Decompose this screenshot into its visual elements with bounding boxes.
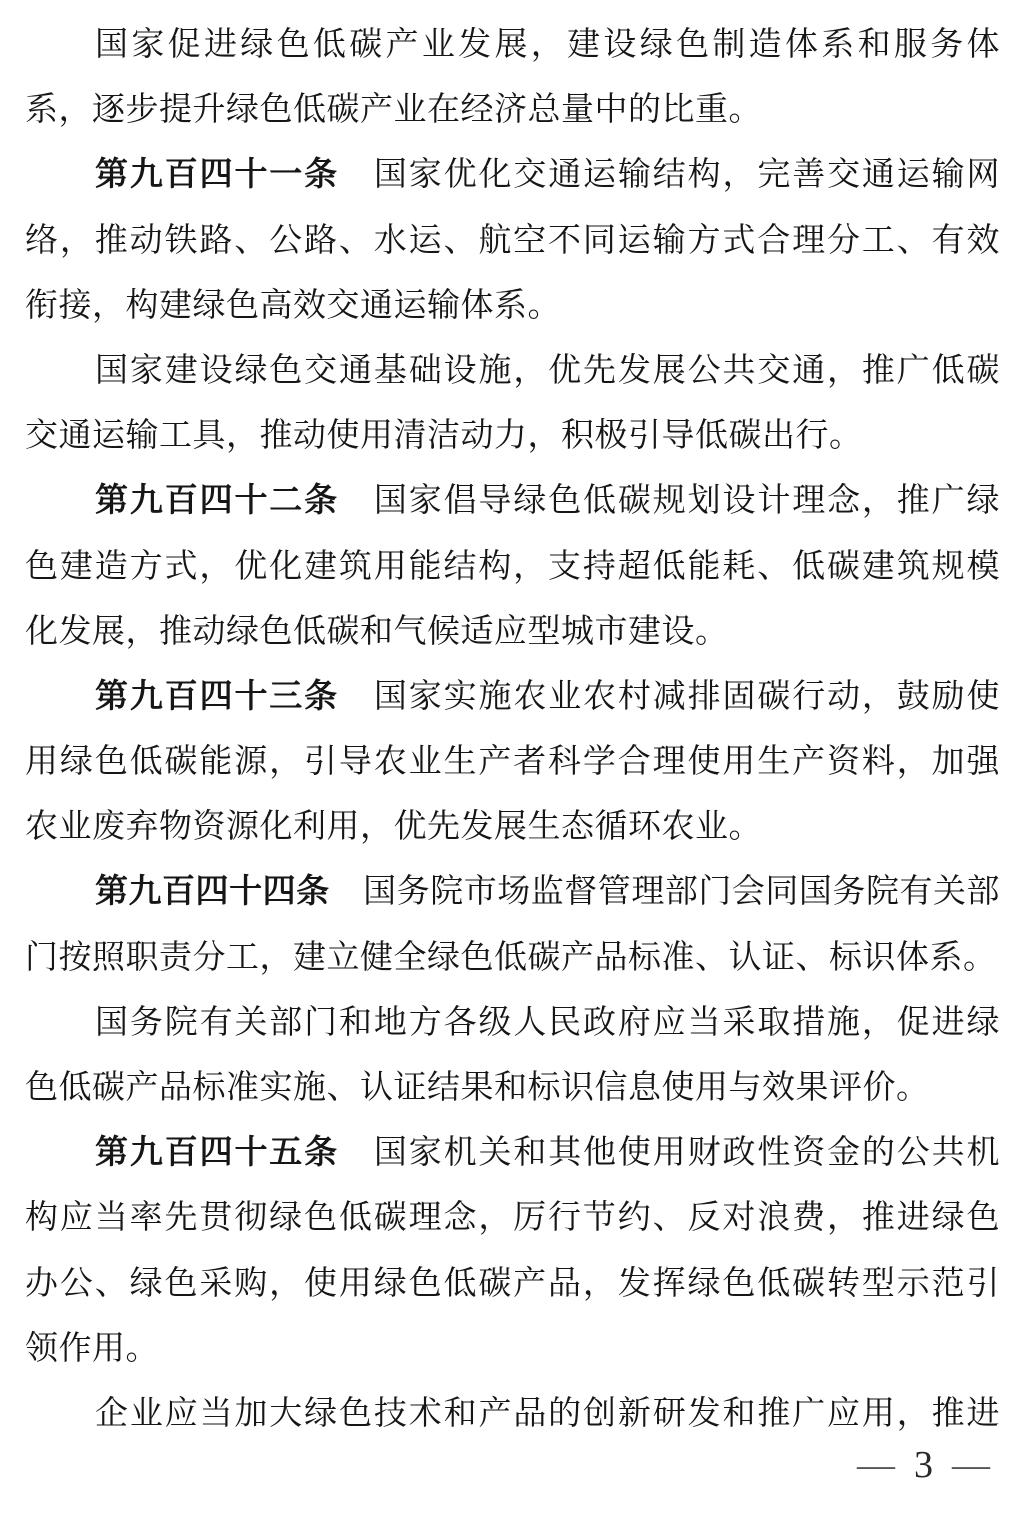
line-text: 领作用。 [25, 1330, 159, 1367]
line-text: 企业应当加大绿色技术和产品的创新研发和推广应用，推进 [95, 1395, 1000, 1432]
article-number: 第九百四十一条 [95, 157, 340, 194]
page-number-dash-left: — [857, 1444, 895, 1486]
line-text: 化发展，推动绿色低碳和气候适应型城市建设。 [25, 613, 729, 650]
text-line [25, 1382, 1000, 1447]
text-line [25, 795, 1000, 860]
line-text: 系，逐步提升绿色低碳产业在经济总量中的比重。 [25, 92, 762, 129]
line-text: 国家优化交通运输结构，完善交通运输网 [339, 157, 1001, 194]
line-text: 交通运输工具，推动使用清洁动力，积极引导低碳出行。 [25, 418, 863, 455]
text-line [25, 339, 1000, 404]
text-line [25, 209, 1000, 274]
article-number: 第九百四十三条 [95, 678, 340, 715]
line-text: 络，推动铁路、公路、水运、航空不同运输方式合理分工、有效 [25, 222, 1000, 259]
line-text: 国务院有关部门和地方各级人民政府应当采取措施，促进绿 [95, 1004, 1000, 1041]
line-text: 农业废弃物资源化利用，优先发展生态循环农业。 [25, 809, 762, 846]
page-number-dash-right: — [952, 1444, 990, 1486]
line-text: 国家建设绿色交通基础设施，优先发展公共交通，推广低碳 [95, 352, 1000, 389]
text-line [25, 13, 1000, 78]
page-number [857, 1443, 990, 1487]
line-text: 国务院市场监督管理部门会同国务院有关部 [329, 874, 1001, 911]
text-line [25, 600, 1000, 665]
text-line [25, 1056, 1000, 1121]
article-number: 第九百四十二条 [95, 483, 340, 520]
text-line [25, 404, 1000, 469]
text-line [25, 926, 1000, 991]
page-number-value: 3 [914, 1444, 933, 1486]
line-text: 国家实施农业农村减排固碳行动，鼓励使 [339, 678, 1001, 715]
text-line [25, 1121, 1000, 1186]
text-line [25, 1252, 1000, 1317]
line-text: 国家促进绿色低碳产业发展，建设绿色制造体系和服务体 [95, 27, 1000, 63]
text-line [25, 991, 1000, 1056]
text-line [25, 860, 1000, 925]
line-text: 门按照职责分工，建立健全绿色低碳产品标准、认证、标识体系。 [25, 939, 997, 976]
line-text: 国家倡导绿色低碳规划设计理念，推广绿 [339, 483, 1001, 520]
text-line [25, 274, 1000, 339]
text-line [25, 1317, 1000, 1382]
text-line [25, 535, 1000, 600]
document-body [25, 13, 1000, 1447]
article-number: 第九百四十四条 [95, 874, 330, 911]
text-line [25, 78, 1000, 143]
line-text: 办公、绿色采购，使用绿色低碳产品，发挥绿色低碳转型示范引 [25, 1265, 1000, 1302]
line-text: 色低碳产品标准实施、认证结果和标识信息使用与效果评价。 [25, 1070, 930, 1106]
text-line [25, 665, 1000, 730]
line-text: 衔接，构建绿色高效交通运输体系。 [25, 287, 561, 324]
line-text: 用绿色低碳能源，引导农业生产者科学合理使用生产资料，加强 [25, 744, 1000, 781]
line-text: 色建造方式，优化建筑用能结构，支持超低能耗、低碳建筑规模 [25, 548, 1000, 585]
article-number: 第九百四十五条 [95, 1135, 340, 1172]
text-line [25, 1186, 1000, 1251]
text-line [25, 469, 1000, 534]
text-line [25, 143, 1000, 208]
line-text: 构应当率先贯彻绿色低碳理念，厉行节约、反对浪费，推进绿色 [25, 1200, 1000, 1237]
line-text: 国家机关和其他使用财政性资金的公共机 [339, 1135, 1001, 1172]
text-line [25, 730, 1000, 795]
